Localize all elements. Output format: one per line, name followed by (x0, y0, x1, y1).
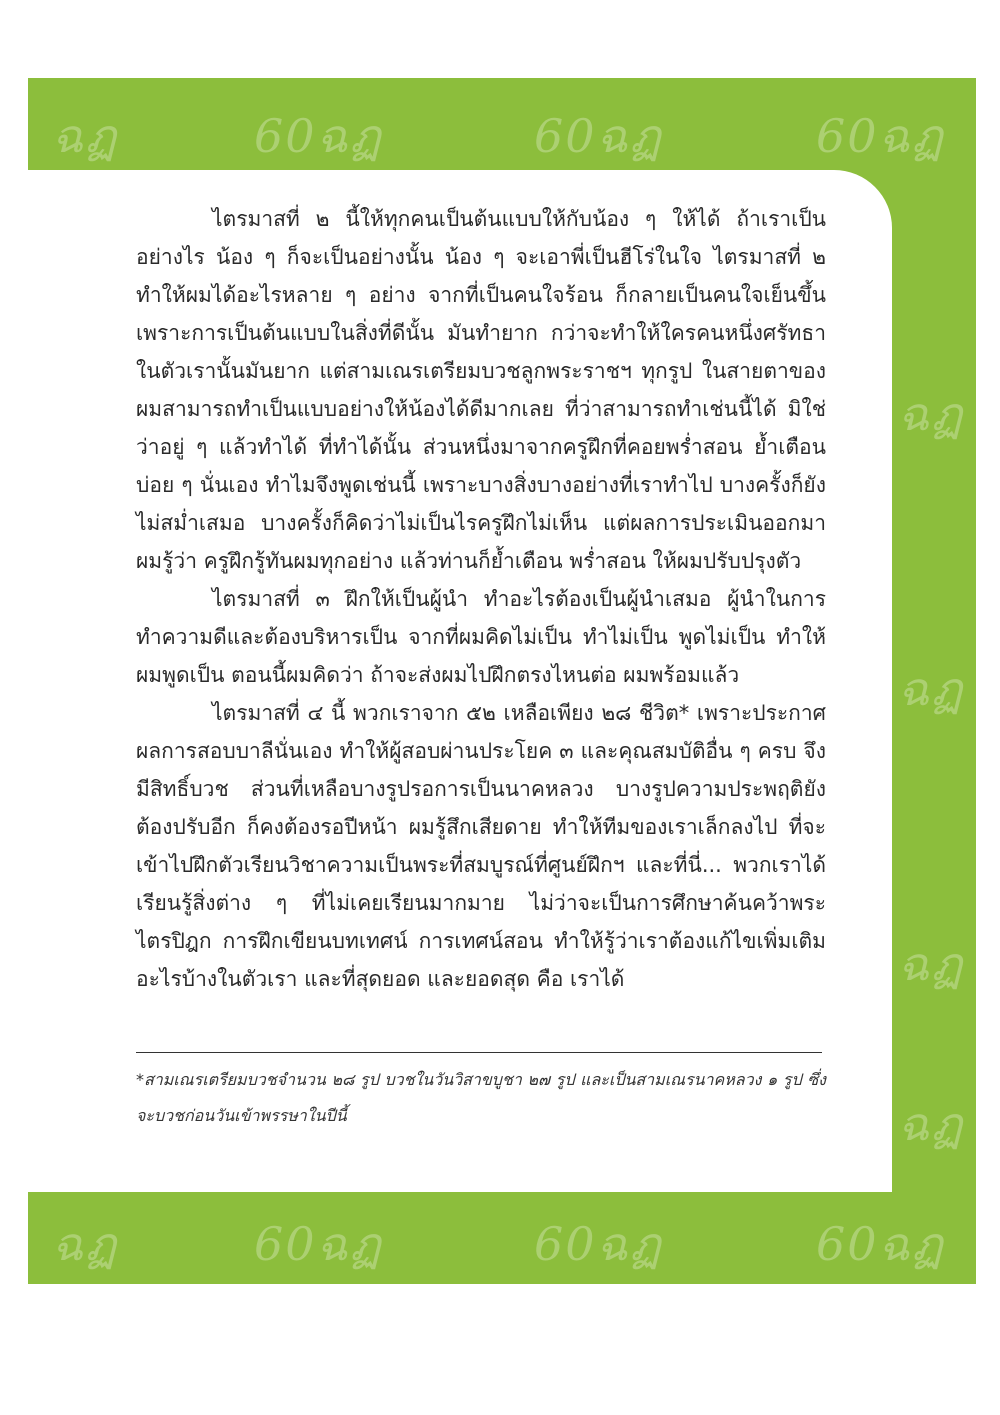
article-body (136, 200, 826, 998)
paragraph-quarter-3: ไตรมาสที่ ๓ ฝึกให้เป็นผู้นำ ทำอะไรต้องเป็นผู้นำเสมอ ผู้นำในการทำความดีและต้องบริหารเป็น จากที่ผมคิดไม่เป็น ทำไม่เป็น พูดไม่เป็น ทำให้ผมพูดเป็น ตอนนี้ผมคิดว่า ถ้าจะส่งผมไปฝึกตรงไหนต่อ ผมพร้อมแล้ว (136, 587, 826, 687)
watermark-logo: 60ฉฏ (534, 109, 663, 163)
watermark-logo: 60ฉฏ (816, 1217, 945, 1271)
watermark-logo: 60ฉฏ (254, 1217, 383, 1271)
paragraph-quarter-4: ไตรมาสที่ ๔ นี้ พวกเราจาก ๕๒ เหลือเพียง ๒๘ ชีวิต* เพราะประกาศผลการสอบบาลีนั่นเอง ทำให้ผู้สอบผ่านประโยค ๓ และคุณสมบัติอื่น ๆ ครบ จึงมีสิทธิ์บวช ส่วนที่เหลือบางรูปรอการเป็นนาคหลวง บางรูปความประพฤติยังต้องปรับอีก ก็คงต้องรอปีหน้า ผมรู้สึกเสียดาย ทำให้ทีมของเราเล็กลงไป ที่จะเข้าไปฝึกตัวเรียนวิชาความเป็นพระที่สมบูรณ์ที่ศูนย์ฝึกฯ และที่นี่... พวกเราได้เรียนรู้สิ่งต่าง ๆ ที่ไม่เคยเรียนมากมาย ไม่ว่าจะเป็นการศึกษาค้นคว้าพระไตรปิฎก การฝึกเขียนบทเทศน์ การเทศน์สอน ทำให้รู้ว่าเราต้องแก้ไขเพิ่มเติมอะไรบ้างในตัวเรา และที่สุดยอด และยอดสุด คือ เราได้ (136, 701, 826, 991)
paragraph-quarter-2: ไตรมาสที่ ๒ นี้ให้ทุกคนเป็นต้นแบบให้กับน้อง ๆ ให้ได้ ถ้าเราเป็นอย่างไร น้อง ๆ ก็จะเป็นอย่างนั้น น้อง ๆ จะเอาพี่เป็นฮีโร่ในใจ ไตรมาสที่ ๒ ทำให้ผมได้อะไรหลาย ๆ อย่าง จากที่เป็นคนใจร้อน ก็กลายเป็นคนใจเย็นขึ้น เพราะการเป็นต้นแบบในสิ่งที่ดีนั้น มันทำยาก กว่าจะทำให้ใครคนหนึ่งศรัทธาในตัวเรานั้นมันยาก แต่สามเณรเตรียมบวชลูกพระราชฯ ทุกรูป ในสายตาของผมสามารถทำเป็นแบบอย่างให้น้องได้ดีมากเลย ที่ว่าสามารถทำเช่นนี้ได้ มิใช่ว่าอยู่ ๆ แล้วทำได้ ที่ทำได้นั้น ส่วนหนึ่งมาจากครูฝึกที่คอยพร่ำสอน ย้ำเตือนบ่อย ๆ นั่นเอง ทำไมจึงพูดเช่นนี้ เพราะบางสิ่งบางอย่างที่เราทำไป บางครั้งก็ยังไม่สม่ำเสมอ บางครั้งก็คิดว่าไม่เป็นไรครูฝึกไม่เห็น แต่ผลการประเมินออกมาผมรู้ว่า ครูฝึกรู้ทันผมทุกอย่าง แล้วท่านก็ย้ำเตือน พร่ำสอน ให้ผมปรับปรุงตัว (136, 207, 826, 573)
watermark-logo: ฉฏ (52, 1217, 119, 1271)
watermark-logo: 60ฉฏ (534, 1217, 663, 1271)
watermark-logo: 60ฉฏ (254, 109, 383, 163)
watermark-logo: ฉฏ (898, 937, 965, 991)
watermark-logo: 60ฉฏ (816, 109, 945, 163)
footnote: *สามเณรเตรียมบวชจำนวน ๒๘ รูป บวชในวันวิสาขบูชา ๒๗ รูป และเป็นสามเณรนาคหลวง ๑ รูป ซึ่งจะบวชก่อนวันเข้าพรรษาในปีนี้ (136, 1070, 826, 1125)
footnote-divider (136, 1052, 822, 1053)
watermark-logo: ฉฏ (898, 1097, 965, 1151)
watermark-logo: ฉฏ (898, 662, 965, 716)
watermark-logo: ฉฏ (898, 387, 965, 441)
watermark-logo: ฉฏ (52, 109, 119, 163)
